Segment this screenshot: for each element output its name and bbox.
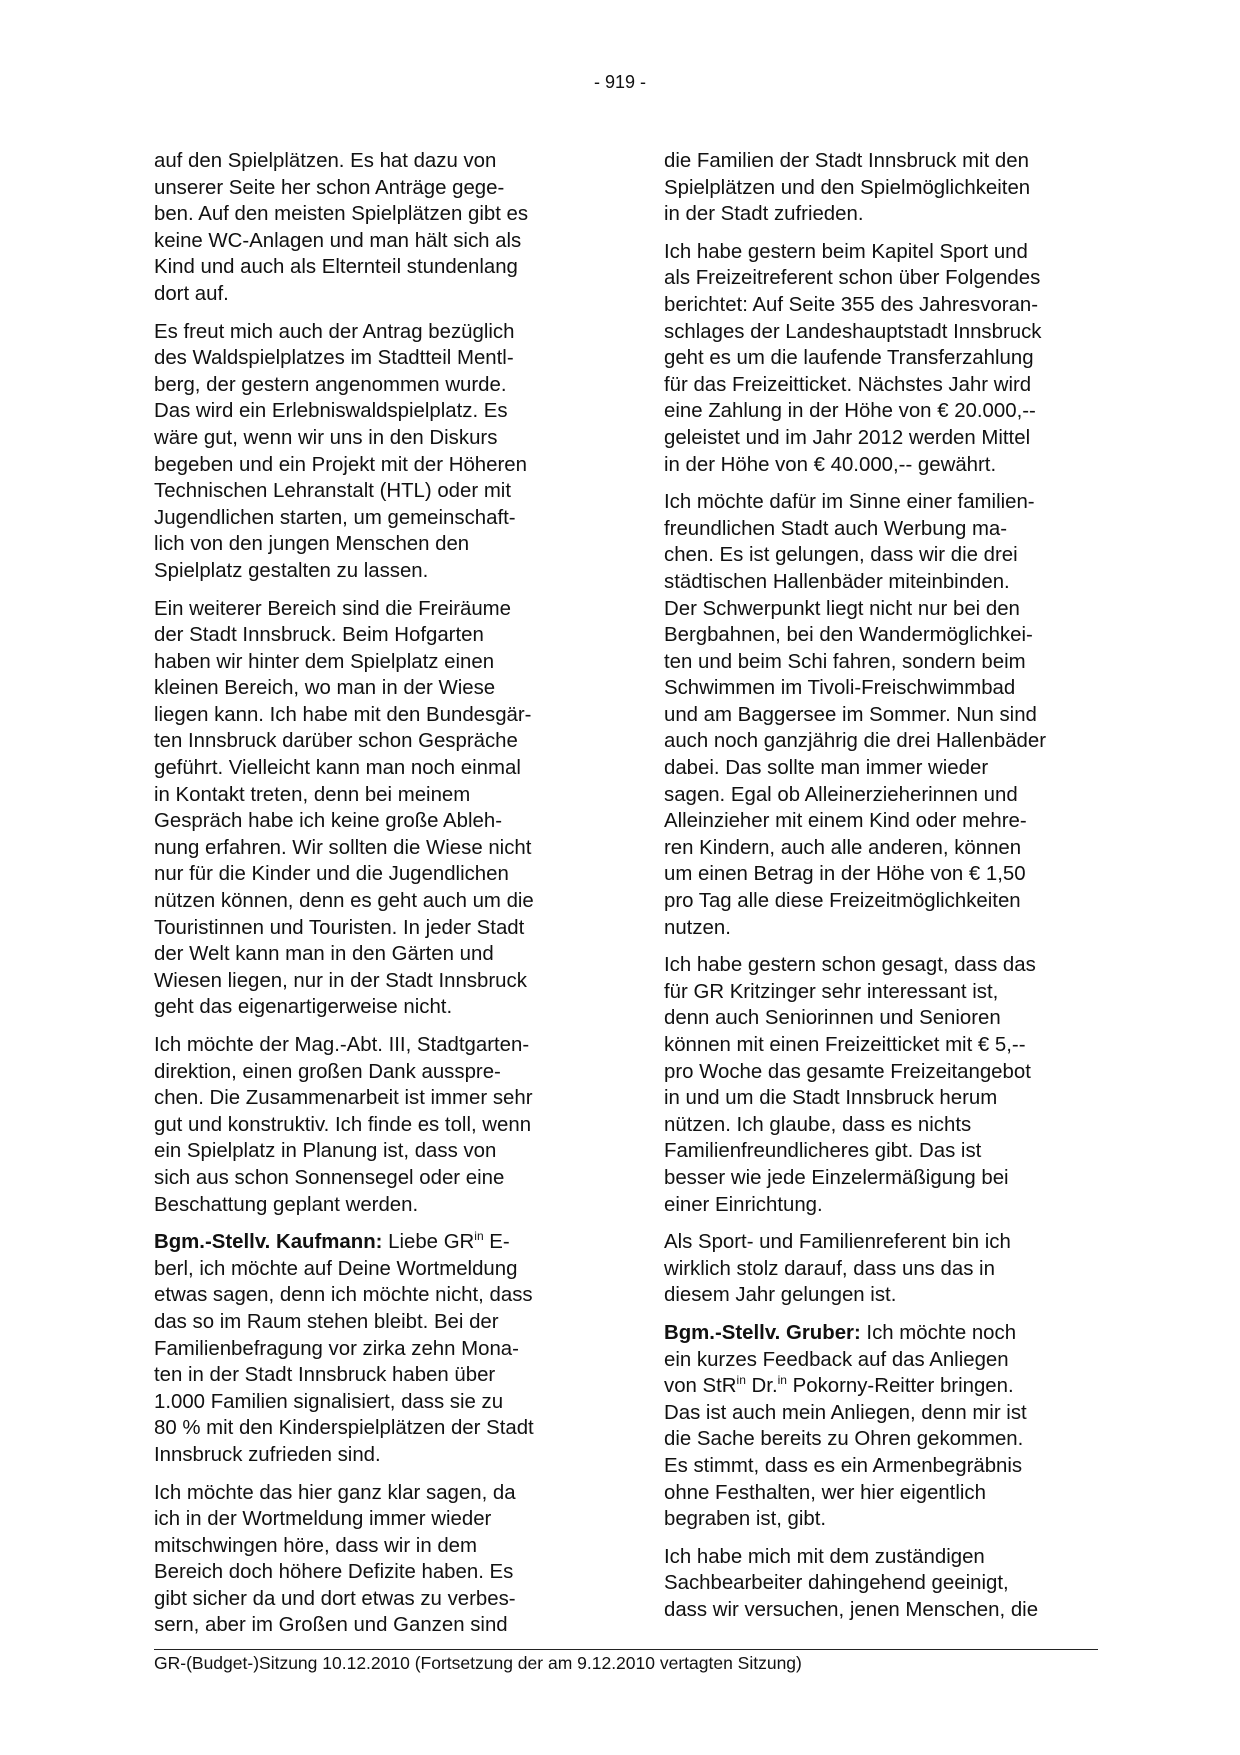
- text-line: etwas sagen, denn ich möchte nicht, dass: [154, 1284, 533, 1307]
- text-line: Kind und auch als Elternteil stundenlang: [154, 256, 518, 279]
- text-line: keine WC-Anlagen und man hält sich als: [154, 229, 522, 252]
- text-line: direktion, einen großen Dank ausspre-: [154, 1060, 501, 1083]
- text-line: ich in der Wortmeldung immer wieder: [154, 1508, 492, 1531]
- text-line: ten in der Stadt Innsbruck haben über: [154, 1364, 496, 1387]
- text-line: [664, 1320, 1109, 1347]
- text-line: in der Höhe von € 40.000,-- gewährt.: [664, 453, 997, 476]
- text-line: Familienfreundlicheres gibt. Das ist: [664, 1140, 982, 1163]
- text-line: auch noch ganzjährig die drei Hallenbäder: [664, 730, 1047, 753]
- text-run: E-: [483, 1231, 510, 1254]
- text-line: eine Zahlung in der Höhe von € 20.000,--: [664, 400, 1036, 423]
- text-run: von StR: [664, 1375, 737, 1398]
- text-line: und am Baggersee im Sommer. Nun sind: [664, 703, 1037, 726]
- text-line: lich von den jungen Menschen den: [154, 533, 470, 556]
- text-line: Sachbearbeiter dahingehend geeinigt,: [664, 1572, 1009, 1595]
- paragraph: [664, 952, 1109, 1218]
- right-column: [664, 148, 1109, 1634]
- text-line: nung erfahren. Wir sollten die Wiese nicht: [154, 836, 532, 859]
- text-line: ten Innsbruck darüber schon Gespräche: [154, 730, 518, 753]
- text-run: Ich möchte noch: [860, 1321, 1017, 1344]
- text-line: gut und konstruktiv. Ich finde es toll, wenn: [154, 1113, 532, 1136]
- text-line: geht das eigenartigerweise nicht.: [154, 996, 453, 1019]
- text-line: berichtet: Auf Seite 355 des Jahresvoran-: [664, 293, 1039, 316]
- text-line: Ich habe mich mit dem zuständigen: [664, 1545, 985, 1568]
- paragraph: [154, 1480, 588, 1640]
- text-line: Gespräch habe ich keine große Ableh-: [154, 810, 502, 833]
- text-line: Wiesen liegen, nur in der Stadt Innsbruck: [154, 969, 527, 992]
- text-line: Als Sport- und Familienreferent bin ich: [664, 1231, 1011, 1254]
- paragraph: [664, 239, 1109, 478]
- text-line: begeben und ein Projekt mit der Höheren: [154, 453, 527, 476]
- text-line: 80 % mit den Kinderspielplätzen der Stadt: [154, 1417, 534, 1440]
- text-line: unserer Seite her schon Anträge gege-: [154, 176, 505, 199]
- superscript: in: [736, 1373, 746, 1388]
- text-line: um einen Betrag in der Höhe von € 1,50: [664, 863, 1026, 886]
- text-line: Es freut mich auch der Antrag bezüglich: [154, 320, 515, 343]
- page-footer: GR-(Budget-)Sitzung 10.12.2010 (Fortsetzung der am 9.12.2010 vertagten Sitzung): [154, 1653, 802, 1673]
- text-line: Das wird ein Erlebniswaldspielplatz. Es: [154, 400, 508, 423]
- paragraph: [664, 1229, 1109, 1309]
- text-line: mitschwingen höre, dass wir in dem: [154, 1534, 477, 1557]
- text-line: die Sache bereits zu Ohren gekommen.: [664, 1428, 1024, 1451]
- text-line: Ich habe gestern schon gesagt, dass das: [664, 954, 1036, 977]
- text-line: geht es um die laufende Transferzahlung: [664, 347, 1034, 370]
- text-line: dort auf.: [154, 282, 229, 305]
- text-line: einer Einrichtung.: [664, 1193, 823, 1216]
- paragraph: [664, 1320, 1109, 1533]
- text-line: chen. Es ist gelungen, dass wir die drei: [664, 544, 1018, 567]
- paragraph: [154, 1032, 588, 1218]
- paragraph: [664, 1544, 1109, 1624]
- text-line: dass wir versuchen, jenen Menschen, die: [664, 1598, 1039, 1621]
- text-line: sern, aber im Großen und Ganzen sind: [154, 1614, 508, 1637]
- text-run: Liebe GR: [382, 1231, 475, 1254]
- text-run: Dr.: [745, 1375, 778, 1398]
- text-line: Innsbruck zufrieden sind.: [154, 1443, 381, 1466]
- text-line: Familienbefragung vor zirka zehn Mona-: [154, 1337, 519, 1360]
- text-line: Alleinzieher mit einem Kind oder mehre-: [664, 810, 1027, 833]
- text-line: geführt. Vielleicht kann man noch einmal: [154, 757, 521, 780]
- text-line: in und um die Stadt Innsbruck herum: [664, 1087, 998, 1110]
- text-line: geleistet und im Jahr 2012 werden Mittel: [664, 426, 1031, 449]
- speaker-name: Bgm.-Stellv. Gruber:: [664, 1321, 861, 1344]
- text-line: besser wie jede Einzelermäßigung bei: [664, 1166, 1009, 1189]
- text-line: können mit einen Freizeitticket mit € 5,--: [664, 1034, 1026, 1056]
- text-line: wirklich stolz darauf, dass uns das in: [664, 1257, 995, 1280]
- text-line: Bergbahnen, bei den Wandermöglichkei-: [664, 624, 1033, 647]
- text-line: Das ist auch mein Anliegen, denn mir ist: [664, 1401, 1027, 1424]
- paragraph: [154, 319, 588, 585]
- text-line: haben wir hinter dem Spielplatz einen: [154, 650, 495, 673]
- superscript: in: [777, 1373, 787, 1388]
- text-line: in Kontakt treten, denn bei meinem: [154, 783, 471, 806]
- text-line: der Stadt Innsbruck. Beim Hofgarten: [154, 624, 484, 647]
- text-line: nur für die Kinder und die Jugendlichen: [154, 863, 509, 886]
- text-line: Beschattung geplant werden.: [154, 1193, 419, 1216]
- text-line: schlages der Landeshauptstadt Innsbruck: [664, 320, 1042, 343]
- text-line: kleinen Bereich, wo man in der Wiese: [154, 677, 496, 700]
- text-line: nützen können, denn es geht auch um die: [154, 890, 534, 913]
- speaker-name: Bgm.-Stellv. Kaufmann:: [154, 1231, 383, 1254]
- text-line: nutzen.: [664, 916, 731, 939]
- text-line: in der Stadt zufrieden.: [664, 203, 864, 226]
- text-line: das so im Raum stehen bleibt. Bei der: [154, 1310, 499, 1333]
- text-line: als Freizeitreferent schon über Folgendes: [664, 267, 1041, 290]
- text-line: Ich habe gestern beim Kapitel Sport und: [664, 240, 1028, 263]
- text-line: ren Kindern, auch alle anderen, können: [664, 836, 1022, 859]
- text-run: Pokorny-Reitter bringen.: [786, 1375, 1014, 1398]
- text-line: liegen kann. Ich habe mit den Bundesgär-: [154, 703, 532, 726]
- text-line: Der Schwerpunkt liegt nicht nur bei den: [664, 597, 1020, 620]
- text-line: gibt sicher da und dort etwas zu verbes-: [154, 1587, 516, 1610]
- text-line: ohne Festhalten, wer hier eigentlich: [664, 1481, 986, 1504]
- paragraph: [664, 148, 1109, 228]
- text-line: ben. Auf den meisten Spielplätzen gibt es: [154, 203, 529, 226]
- text-line: pro Tag alle diese Freizeitmöglichkeiten: [664, 890, 1021, 913]
- paragraph: [154, 596, 588, 1022]
- footer-divider: [154, 1649, 1098, 1650]
- text-line: Spielplatz gestalten zu lassen.: [154, 559, 429, 582]
- text-line: Bereich doch höhere Defizite haben. Es: [154, 1561, 514, 1584]
- text-line: auf den Spielplätzen. Es hat dazu von: [154, 150, 497, 172]
- text-line: sagen. Egal ob Alleinerzieherinnen und: [664, 783, 1018, 806]
- text-line: für GR Kritzinger sehr interessant ist,: [664, 980, 999, 1003]
- text-line: Ein weiterer Bereich sind die Freiräume: [154, 597, 511, 620]
- text-line: denn auch Seniorinnen und Senioren: [664, 1007, 1001, 1030]
- text-line: der Welt kann man in den Gärten und: [154, 943, 494, 966]
- left-column: [154, 148, 588, 1650]
- text-line: [664, 1373, 1109, 1400]
- text-line: ein kurzes Feedback auf das Anliegen: [664, 1348, 1009, 1371]
- text-line: die Familien der Stadt Innsbruck mit den: [664, 150, 1029, 172]
- text-line: Touristinnen und Touristen. In jeder Stadt: [154, 916, 525, 939]
- paragraph: [664, 489, 1109, 941]
- paragraph: [154, 1229, 588, 1468]
- text-line: des Waldspielplatzes im Stadtteil Mentl-: [154, 347, 514, 370]
- superscript: in: [474, 1229, 484, 1244]
- text-line: Spielplätzen und den Spielmöglichkeiten: [664, 176, 1031, 199]
- paragraph: [154, 148, 588, 308]
- text-line: für das Freizeitticket. Nächstes Jahr wird: [664, 373, 1032, 396]
- text-line: berg, der gestern angenommen wurde.: [154, 373, 507, 396]
- text-line: sich aus schon Sonnensegel oder eine: [154, 1166, 505, 1189]
- text-line: begraben ist, gibt.: [664, 1508, 827, 1531]
- text-line: dabei. Das sollte man immer wieder: [664, 757, 989, 780]
- text-line: diesem Jahr gelungen ist.: [664, 1284, 897, 1307]
- text-line: wäre gut, wenn wir uns in den Diskurs: [154, 426, 498, 449]
- text-line: pro Woche das gesamte Freizeitangebot: [664, 1060, 1031, 1083]
- text-line: Ich möchte dafür im Sinne einer familien-: [664, 491, 1035, 514]
- text-line: ten und beim Schi fahren, sondern beim: [664, 650, 1026, 673]
- text-line: nützen. Ich glaube, dass es nichts: [664, 1113, 972, 1136]
- text-line: ein Spielplatz in Planung ist, dass von: [154, 1140, 497, 1163]
- text-line: berl, ich möchte auf Deine Wortmeldung: [154, 1257, 518, 1280]
- text-line: 1.000 Familien signalisiert, dass sie zu: [154, 1390, 504, 1413]
- text-line: Ich möchte der Mag.-Abt. III, Stadtgarten-: [154, 1034, 530, 1056]
- text-line: Schwimmen im Tivoli-Freischwimmbad: [664, 677, 1016, 700]
- text-line: Es stimmt, dass es ein Armenbegräbnis: [664, 1454, 1023, 1477]
- text-line: freundlichen Stadt auch Werbung ma-: [664, 517, 1008, 540]
- text-line: städtischen Hallenbäder miteinbinden.: [664, 570, 1010, 593]
- text-line: Jugendlichen starten, um gemeinschaft-: [154, 506, 516, 529]
- text-line: chen. Die Zusammenarbeit ist immer sehr: [154, 1087, 533, 1110]
- text-line: Ich möchte das hier ganz klar sagen, da: [154, 1481, 516, 1504]
- text-line: Technischen Lehranstalt (HTL) oder mit: [154, 480, 511, 503]
- page-number: - 919 -: [593, 72, 647, 92]
- text-line: [154, 1229, 588, 1256]
